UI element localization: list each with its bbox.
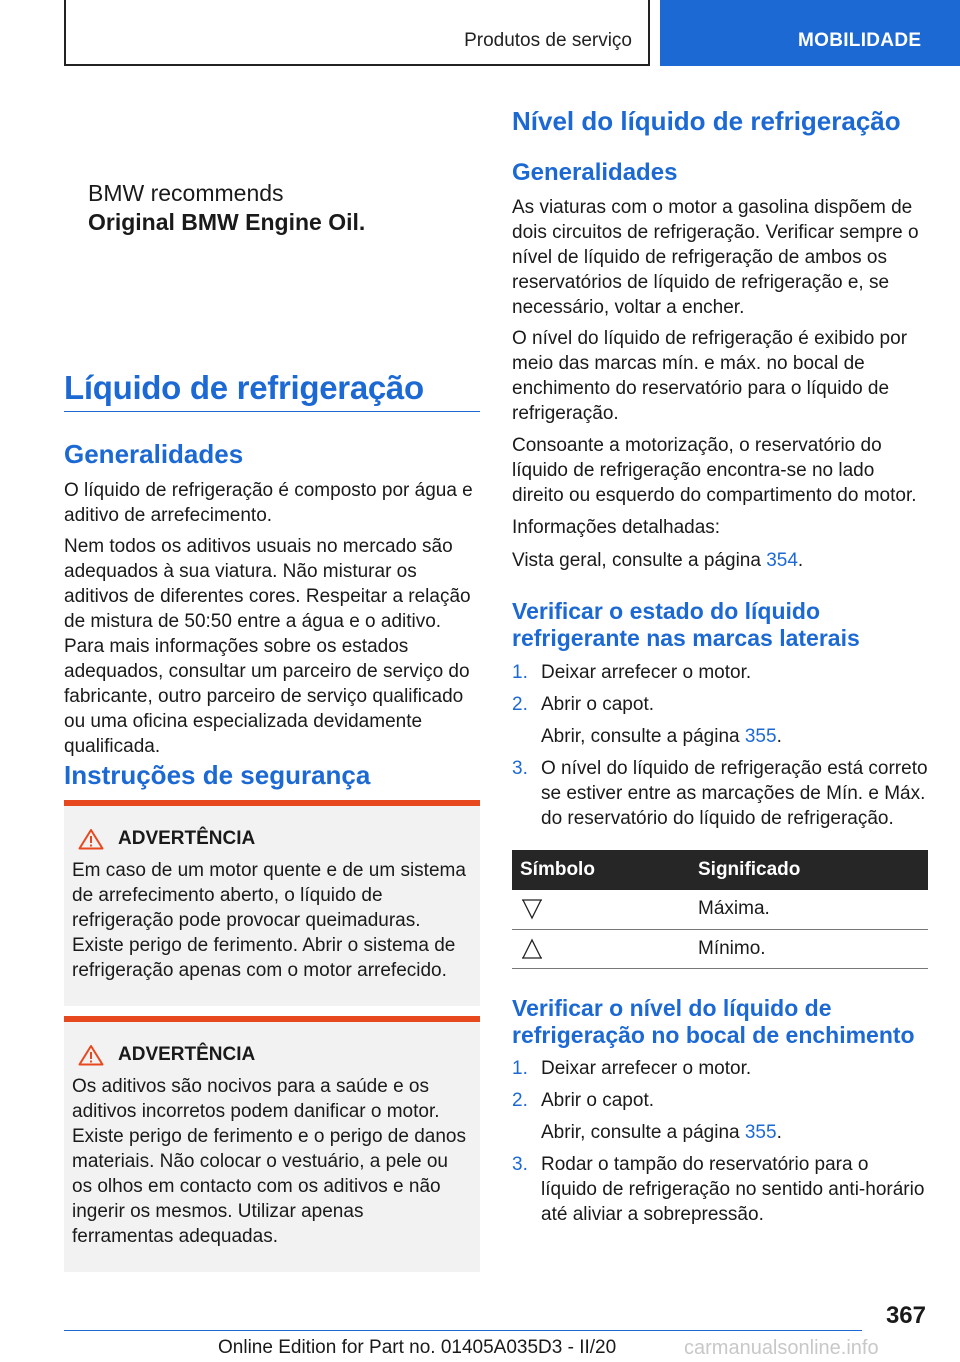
warning-title-1 [78,828,470,850]
table-header-symbol: Símbolo [512,850,690,890]
step-subtext [541,1120,928,1145]
list-item [512,756,928,831]
min-mark-icon [520,938,544,960]
check2-steps [512,1056,928,1227]
header-tab-label: MOBILIDADE [798,30,922,51]
step-number: 3. [512,758,528,779]
step-text: Abrir o capot. [541,694,654,715]
warning-title-2 [78,1044,470,1066]
right-p5-text: Vista geral, consulte a página [512,550,767,571]
page-number: 367 [885,1302,926,1329]
right-p2: O nível do líquido de refrigeração é exibido por meio das marcas mín. e máx. no bocal de enchimento do reservatório para o líquido de refrigeração. [512,328,908,424]
warning-text-1: Em caso de um motor quente e de um sistema de arrefecimento aberto, o líquido de refrigeração pode provocar queimaduras. Existe perigo de ferimento. Abrir o sistema de refrigeração apenas com o motor arrefecido. [72,860,466,981]
left-safety-heading: Instruções de segurança [64,760,371,790]
step-number: 2. [512,694,528,715]
warning-title-1-text: ADVERTÊNCIA [118,828,256,849]
symbol-table [512,850,928,969]
check2-heading: Verificar o nível do líquido de refrigeração no bocal de enchimento [512,995,915,1048]
page-link-354[interactable]: 354 [766,550,798,571]
warning-text-2: Os aditivos são nocivos para a saúde e os aditivos incorretos podem danificar o motor. Existe perigo de ferimento e o perigo de danos materiais. Não colocar o vestuário, a pele ou os olhos em contacto com os aditivos e não ingerir os mesmos. Utilizar apenas ferramentas adequadas. [72,1076,466,1247]
table-cell-symbol [512,929,690,968]
list-item [512,1152,928,1227]
warning-triangle-icon [78,1044,104,1066]
page-link-355[interactable]: 355 [744,1122,777,1143]
list-item [512,1088,928,1145]
step-subtext-text: Abrir, consulte a página [541,726,745,747]
warning-box-2 [64,1016,480,1272]
table-header-meaning: Significado [690,850,928,890]
left-title: Líquido de refrigeração [64,369,424,406]
table-row [512,890,928,929]
right-p3: Consoante a motorização, o reservatório do líquido de refrigeração encontra-se no lado direito ou esquerdo do compartimento do motor. [512,435,917,506]
step-number: 3. [512,1154,528,1175]
step-subtext [541,724,928,749]
footer-watermark: carmanualsonline.info [684,1337,879,1359]
max-mark-icon [520,898,544,920]
list-item [512,1056,928,1081]
right-p4: Informações detalhadas: [512,517,721,538]
right-general-heading: Generalidades [512,159,678,186]
step-subtext-text: Abrir, consulte a página [541,1122,745,1143]
step-number: 2. [512,1090,528,1111]
footer-rule [64,1330,862,1331]
right-title: Nível do líquido de refrigeração [512,106,901,136]
footer-edition: Online Edition for Part no. 01405A035D3 - II/20 [218,1337,617,1358]
step-subtext-end: . [776,726,782,747]
step-text: O nível do líquido de refrigeração está correto se estiver entre as marcações de Mín. e Máx. do reservatório do líquido de refrigeração. [541,758,928,829]
check1-heading: Verificar o estado do líquido refrigerante nas marcas laterais [512,598,860,651]
ad-line-2: Original BMW Engine Oil. [88,209,366,235]
page-link-355[interactable]: 355 [744,726,777,747]
warning-box-1 [64,800,480,1006]
table-cell-symbol [512,890,690,929]
right-p5 [512,548,928,573]
header-section-title: Produtos de serviço [464,30,632,51]
step-number: 1. [512,662,528,683]
warning-triangle-icon [78,828,104,850]
right-p1: As viaturas com o motor a gasolina dispõem de dois circuitos de refrigeração. Verificar sempre o nível de líquido de refrigeração de ambos os reservatórios de líquido de refrigeração e, se necessário, voltar a encher. [512,197,919,318]
table-cell-meaning: Máxima. [690,890,928,929]
step-number: 1. [512,1058,528,1079]
list-item [512,692,928,749]
step-text: Abrir o capot. [541,1090,654,1111]
table-row [512,929,928,968]
warning-title-2-text: ADVERTÊNCIA [118,1044,256,1065]
left-general-p1: O líquido de refrigeração é composto por água e aditivo de arrefecimento. [64,480,473,526]
step-text: Rodar o tampão do reservatório para o líquido de refrigeração no sentido anti-horário até aliviar a sobrepressão. [541,1154,925,1225]
left-title-rule [64,411,480,412]
check1-steps [512,660,928,831]
table-header-row [512,850,928,890]
step-text: Deixar arrefecer o motor. [541,1058,752,1079]
header-section-box [64,0,650,66]
list-item [512,660,928,685]
step-subtext-end: . [776,1122,782,1143]
ad-line-1: BMW recommends [88,180,284,206]
step-text: Deixar arrefecer o motor. [541,662,752,683]
left-general-heading: Generalidades [64,439,244,469]
table-cell-meaning: Mínimo. [690,929,928,968]
right-p5-end: . [797,550,804,571]
left-general-p2: Nem todos os aditivos usuais no mercado são adequados à sua viatura. Não misturar os aditivos de diferentes cores. Respeitar a relação de mistura de 50:50 entre a água e o aditivo. Para mais informações sobre os estados adequados, consultar um parceiro de serviço do fabricante, outro parceiro de serviço qualificado ou uma oficina especializada devidamente qualificada. [64,536,471,757]
header-tab-mobilidade[interactable] [660,0,960,66]
